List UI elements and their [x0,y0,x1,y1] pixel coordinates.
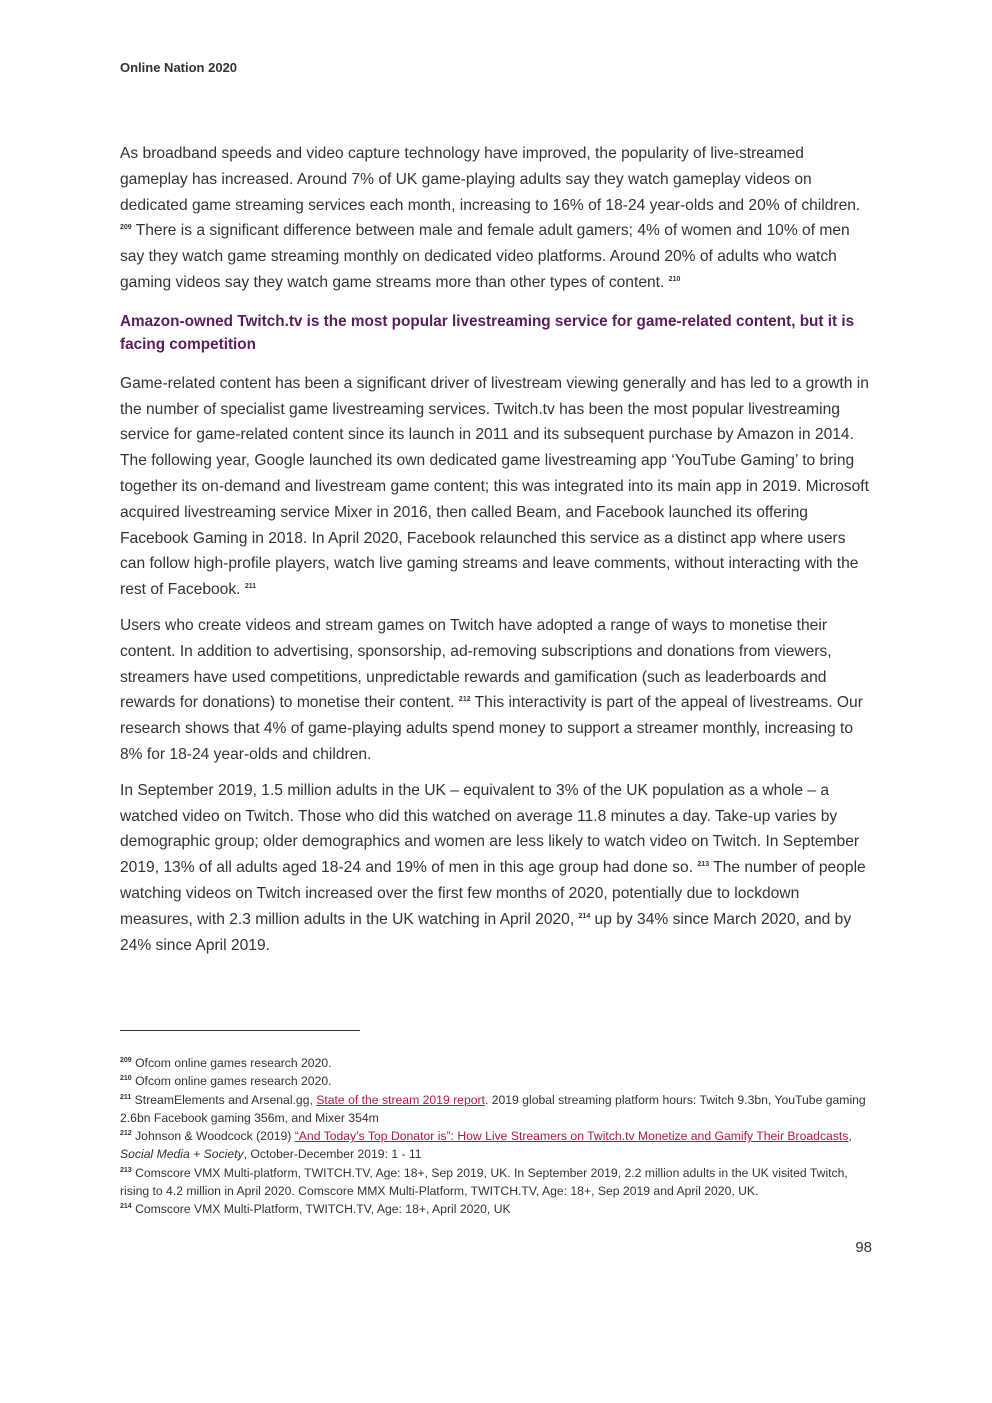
footnote-ref-214[interactable]: 214 [578,912,591,920]
page-number: 98 [855,1239,872,1256]
main-content [120,141,874,968]
footnote-ref-209[interactable]: 209 [120,224,132,232]
footnote-209: $^{209}$ Ofcom online games research 2020. [120,1056,332,1070]
paragraph-4: In September 2019, 1.5 million adults in the UK – equivalent to 3% of the UK population as a whole – a watched video on Twitch. Those who did this watched on average 11.8 minutes a day. Take-up varies by demographic group; older demographics and women are less likely to watch video on Twitch. In September 2019, 13% of all adults aged 18-24 and 19% of men in this age group had done so. $^{213}$ The number of people watching videos on Twitch increased over the first few months of 2020, potentially due to lockdown measures, with 2.3 million adults in the UK watching in April 2020, $^{214}$ up by 34% since March 2020, and by 24% since April 2019. [120,781,866,954]
footnote-ref-211[interactable]: 211 [244,582,257,590]
footnote-ref-212[interactable]: 212 [458,696,471,704]
footnote-211: $^{211}$ StreamElements and Arsenal.gg, State of the stream 2019 report. 2019 global streaming platform hours: Twitch 9.3bn, YouTube gaming 2.6bn Facebook gaming 356m, and Mixer 354m [120,1092,866,1125]
footnote-214: $^{214}$ Comscore VMX Multi-Platform, TWITCH.TV, Age: 18+, April 2020, UK [120,1202,511,1217]
footnote-210: $^{210}$ Ofcom online games research 2020. [120,1074,332,1089]
state-of-stream-report-link[interactable]: State of the stream 2019 report [316,1092,485,1107]
footnotes [120,1054,874,1219]
footnote-ref-210[interactable]: 210 [668,275,681,283]
document-header: Online Nation 2020 [120,60,238,75]
paragraph-3: Users who create videos and stream games on Twitch have adopted a range of ways to monetise their content. In addition to advertising, sponsorship, ad-removing subscriptions and donations from viewers, streamers have used competitions, unpredictable rewards and gamification (such as leaderboards and rewards for donations) to monetise their content. $^{212}$ This interactivity is part of the appeal of livestreams. Our research shows that 4% of game-playing adults spend money to support a streamer monthly, increasing to 8% for 18-24 year-olds and children. [120,616,863,763]
top-donator-paper-link[interactable]: “And Today’s Top Donator is”: How Live Streamers on Twitch.tv Monetize and Gamify Their Broadcasts [294,1129,849,1144]
footnote-divider [120,1030,360,1031]
section-subheading: Amazon-owned Twitch.tv is the most popular livestreaming service for game-related content, but it is facing competition [120,312,855,353]
footnote-ref-213[interactable]: 213 [697,860,710,868]
footnote-212: $^{212}$ Johnson & Woodcock (2019) “And Today’s Top Donator is”: How Live Streamers on Twitch.tv Monetize and Gamify Their Broadcasts, Social Media + Society, October-December 2019: 1 - 11 [120,1129,852,1162]
footnote-213: $^{213}$ Comscore VMX Multi-platform, TWITCH.TV, Age: 18+, Sep 2019, UK. In September 2019, 2.2 million adults in the UK visited Twitch, rising to 4.2 million in April 2020. Comscore MMX Multi-Platform, TWITCH.TV, Age: 18+, Sep 2019 and April 2020, UK. [120,1165,848,1199]
paragraph-2: Game-related content has been a significant driver of livestream viewing generally and has led to a growth in the number of specialist game livestreaming services. Twitch.tv has been the most popular livestreaming service for game-related content since its launch in 2011 and its subsequent purchase by Amazon in 2014. The following year, Google launched its own dedicated game livestreaming app ‘YouTube Gaming’ to bring together its on-demand and livestream game content; this was integrated into its main app in 2019. Microsoft acquired livestreaming service Mixer in 2016, then called Beam, and Facebook launched its offering Facebook Gaming in 2018. In April 2020, Facebook relaunched this service as a distinct app where users can follow high-profile players, watch live gaming streams and leave comments, without interacting with the rest of Facebook. $^{211}$ [120,374,869,599]
paragraph-1: As broadband speeds and video capture technology have improved, the popularity of live-streamed gameplay has increased. Around 7% of UK game-playing adults say they watch gameplay videos on dedicated game streaming services each month, increasing to 16% of 18-24 year-olds and 20% of children. $^{209}$ There is a significant difference between male and female adult gamers; 4% of women and 10% of men say they watch game streaming monthly on dedicated video platforms. Around 20% of adults who watch gaming videos say they watch game streams more than other types of content. $^{210}$ [120,145,861,291]
